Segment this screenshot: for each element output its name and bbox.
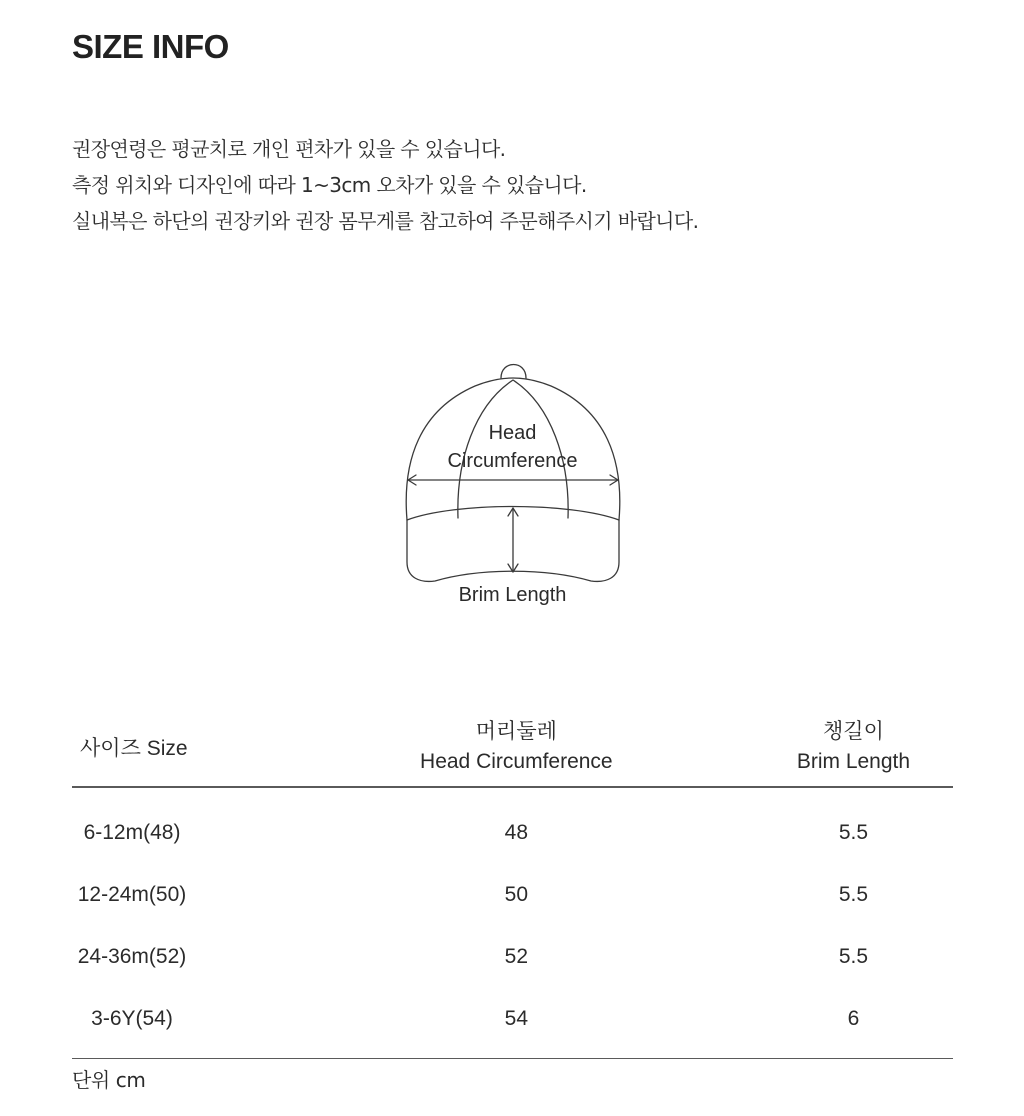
- table-row: [72, 988, 953, 1059]
- brim-cell: 5.5: [838, 821, 869, 844]
- cap-panel-seams: [458, 380, 568, 518]
- header-head-circumference: [279, 708, 754, 787]
- head-cell: 52: [504, 945, 528, 968]
- brim-cell: 5.5: [838, 883, 869, 906]
- header-brim-ko: 챙길이: [823, 720, 884, 743]
- table-row: [72, 864, 953, 926]
- size-notes: [72, 131, 698, 239]
- header-head-ko: 머리둘레: [475, 720, 557, 743]
- header-brim-length: [754, 708, 953, 787]
- cap-illustration: [380, 350, 650, 620]
- table-row: [72, 926, 953, 988]
- unit-note: 단위 cm: [72, 1068, 146, 1092]
- size-cell: 24-36m(52): [77, 945, 187, 968]
- cap-button: [501, 365, 526, 379]
- head-circumference-label: Head: [488, 422, 537, 444]
- size-cell: 12-24m(50): [77, 883, 187, 906]
- size-cell: 6-12m(48): [83, 821, 181, 844]
- size-table: [72, 708, 953, 1059]
- page-title: SIZE INFO: [72, 28, 229, 65]
- head-cell: 48: [504, 821, 528, 844]
- table-row: [72, 787, 953, 864]
- header-size-label: 사이즈 Size: [80, 737, 188, 760]
- brim-cell: 6: [754, 988, 953, 1059]
- table-header-row: [72, 708, 953, 787]
- head-cell: 54: [279, 988, 754, 1059]
- header-size: [72, 708, 279, 787]
- note-line: 권장연령은 평균치로 개인 편차가 있을 수 있습니다.: [72, 137, 506, 161]
- brim-cell: 5.5: [838, 945, 869, 968]
- brim-length-label: Brim Length: [458, 584, 567, 606]
- note-line: 측정 위치와 디자인에 따라 1~3cm 오차가 있을 수 있습니다.: [72, 173, 587, 197]
- size-cell: 3-6Y(54): [91, 1007, 173, 1030]
- note-line: 실내복은 하단의 권장키와 권장 몸무게를 참고하여 주문해주시기 바랍니다.: [72, 209, 699, 233]
- header-brim-en: Brim Length: [796, 750, 911, 773]
- head-cell: 50: [504, 883, 528, 906]
- head-circumference-label: Circumference: [447, 450, 578, 472]
- cap-measurement-diagram: [380, 350, 650, 620]
- header-head-en: Head Circumference: [420, 750, 613, 773]
- cap-crown: [406, 378, 620, 520]
